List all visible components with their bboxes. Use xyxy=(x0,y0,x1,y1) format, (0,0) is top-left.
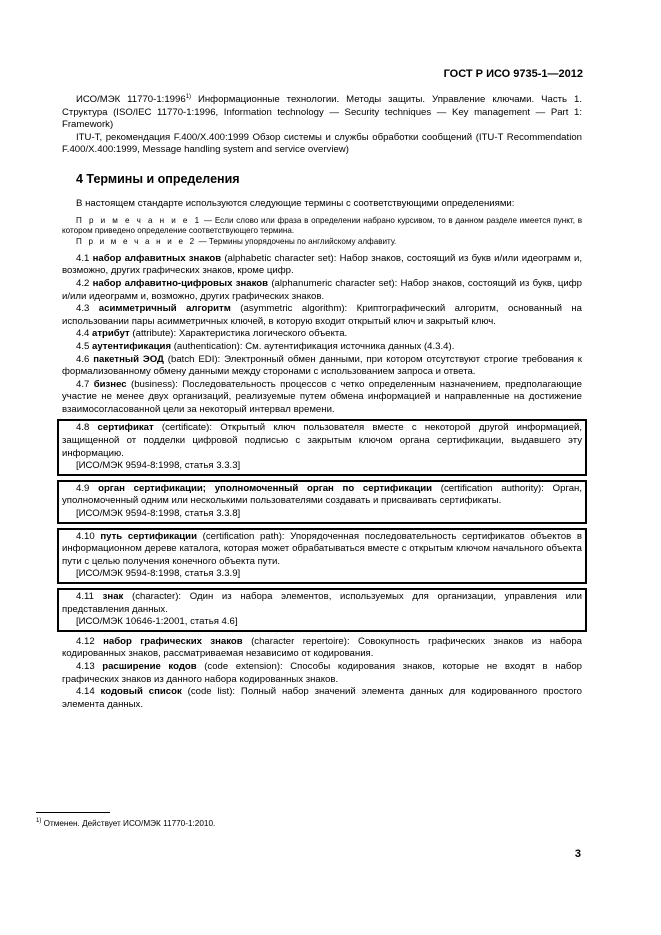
reference-code: ИСО/МЭК 11770-1:1996 xyxy=(76,94,186,105)
term-number: 4.11 xyxy=(76,591,103,603)
footnote-mark: 1) xyxy=(36,818,42,824)
term-name: знак xyxy=(102,591,124,603)
reference-text: Информационные технологии. Методы защиты. Управление ключами. Часть 1. Структура (ISO/IEC 11770-1:1996, Information technology — Security techniques — Key management — Part 1: Framework) xyxy=(62,94,583,131)
term-definition: (batch EDI): Электронный обмен данными, при котором отсутствуют строгие требования к формализованному обмену данными между сторонами с использованием запроса и ответа. xyxy=(62,353,582,378)
term-number: 4.14 xyxy=(76,686,101,698)
term-source: [ИСО/МЭК 9594-8:1998, статья 3.3.9] xyxy=(76,568,241,580)
term-definition: (authentication): См. аутентификация источника данных (4.3.4). xyxy=(171,340,455,352)
note-2 xyxy=(62,237,582,247)
term-box-4-8 xyxy=(57,419,587,475)
term-4-14 xyxy=(62,686,582,711)
term-name: пакетный ЭОД xyxy=(93,353,164,365)
term-definition: (code list): Полный набор значений элемента данных для кодированного простого элемента данных. xyxy=(62,686,582,710)
term-definition: (attribute): Характеристика логического объекта. xyxy=(129,328,348,340)
term-number: 4.3 xyxy=(76,303,99,315)
term-name: бизнес xyxy=(93,378,127,390)
term-box-4-9 xyxy=(57,480,587,524)
term-number: 4.2 xyxy=(76,277,93,289)
term-name: аутентификация xyxy=(92,340,172,352)
term-source: [ИСО/МЭК 9594-8:1998, статья 3.3.8] xyxy=(76,508,241,520)
term-4-10 xyxy=(62,531,582,569)
term-4-13 xyxy=(62,661,582,686)
term-number: 4.9 xyxy=(76,482,99,494)
footnote-divider xyxy=(36,812,110,813)
term-name: атрибут xyxy=(92,328,130,340)
term-source: [ИСО/МЭК 9594-8:1998, статья 3.3.3] xyxy=(76,460,241,472)
term-number: 4.7 xyxy=(76,378,94,390)
reference-itu-t: ITU-T, рекомендация F.400/X.400:1999 Обзор системы и службы обработки сообщений (ITU-T Recommendation F.400/X.400:1999, Message handling system and service overview) xyxy=(62,131,582,156)
term-box-4-10 xyxy=(57,528,587,584)
term-4-1 xyxy=(62,253,582,278)
note-label: П р и м е ч а н и е 1 xyxy=(76,216,202,226)
term-definition: (code extension): Способы кодирования знаков, которые не входят в набор графических знаков из данного набора кодированных знаков. xyxy=(62,660,582,685)
term-4-4 xyxy=(62,328,582,341)
term-box-4-11 xyxy=(57,588,587,632)
term-definition: (alphanumeric character set): Набор знаков, состоящий из букв, цифр и/или идеограмм и, возможно, других графических знаков. xyxy=(62,277,582,302)
reference-iso-11770 xyxy=(62,94,582,132)
section-intro: В настоящем стандарте используются следующие термины с соответствующими определениями: xyxy=(76,197,515,209)
term-4-5 xyxy=(62,341,582,354)
term-number: 4.4 xyxy=(76,328,93,340)
note-text: — Термины упорядочены по английскому алфавиту. xyxy=(196,236,397,246)
term-name: кодовый список xyxy=(100,686,182,698)
term-name: набор алфавитно-цифровых знаков xyxy=(92,277,269,289)
section-title: 4 Термины и определения xyxy=(76,171,240,186)
term-4-9 xyxy=(62,483,582,508)
term-name: асимметричный алгоритм xyxy=(98,303,231,315)
term-4-8 xyxy=(62,422,582,460)
footnote-text: Отменен. Действует ИСО/МЭК 11770-1:2010. xyxy=(41,819,216,828)
term-name: набор алфавитных знаков xyxy=(92,252,222,264)
term-number: 4.1 xyxy=(76,252,93,264)
term-definition: (asymmetric algorithm): Криптографический алгоритм, основанный на использовании пары асимметричных ключей, в которую входит открытый ключ и закрытый ключ. xyxy=(62,303,582,327)
term-definition: (certification path): Упорядоченная последовательность сертификатов объектов в информационном дереве каталога, которая может обрабатываться вместе с открытым ключом начального объекта пути с целью получения конечного объекта пути. xyxy=(62,530,582,567)
term-4-11 xyxy=(62,591,582,616)
term-definition: (alphabetic character set): Набор знаков, состоящий из букв и/или идеограмм и, возможно, других графических знаков, кроме цифр. xyxy=(62,252,582,277)
term-4-6 xyxy=(62,354,582,379)
note-label: П р и м е ч а н и е 2 xyxy=(76,236,197,246)
term-4-7 xyxy=(62,379,582,417)
term-name: расширение кодов xyxy=(102,660,197,672)
term-number: 4.8 xyxy=(76,422,98,434)
term-name: путь сертификации xyxy=(100,530,197,542)
term-number: 4.12 xyxy=(76,635,104,647)
term-name: сертификат xyxy=(97,422,154,434)
term-definition: (character repertoire): Совокупность графических знаков из набора кодированных знаков, рассматриваемая независимо от кодирования. xyxy=(62,635,583,660)
term-definition: (certificate): Открытый ключ пользователя вместе с некоторой другой информацией, защищенной от подделки цифровой подписью с закрытым ключом органа сертификации, выдавшего эту информацию. xyxy=(62,422,582,459)
term-source: [ИСО/МЭК 10646-1:2001, статья 4.6] xyxy=(76,616,238,628)
term-name: орган сертификации; уполномоченный орган по сертификации xyxy=(98,482,433,494)
note-text: — Если слово или фраза в определении набрано курсивом, то в данном разделе имеется пункт, в котором приведено определение соответствующего термина. xyxy=(62,216,583,236)
term-number: 4.5 xyxy=(76,340,93,352)
term-4-2 xyxy=(62,278,582,303)
term-definition: (business): Последовательность процессов с четко определенным назначением, предполагающие участие не менее двух организаций, реализуемые путем обмена информацией и направленные на достижение взаимосогласованной цели за некоторый интервал времени. xyxy=(62,378,582,415)
page-content xyxy=(62,94,582,711)
term-4-3 xyxy=(62,303,582,328)
term-definition: (certification authority): Орган, уполномоченный одним или несколькими пользователями создавать и присваивать сертификаты. xyxy=(62,482,582,507)
footnote-mark: 1) xyxy=(185,94,192,100)
page-number: 3 xyxy=(574,848,581,860)
term-4-12 xyxy=(62,636,582,661)
footnote xyxy=(36,819,215,828)
term-number: 4.10 xyxy=(76,530,101,542)
term-definition: (character): Один из набора элементов, используемых для организации, управления или представления данных. xyxy=(62,591,582,615)
note-1 xyxy=(62,216,582,236)
document-header: ГОСТ Р ИСО 9735-1—2012 xyxy=(443,68,583,80)
term-number: 4.6 xyxy=(76,353,94,365)
term-name: набор графических знаков xyxy=(103,635,243,647)
term-number: 4.13 xyxy=(76,660,103,672)
